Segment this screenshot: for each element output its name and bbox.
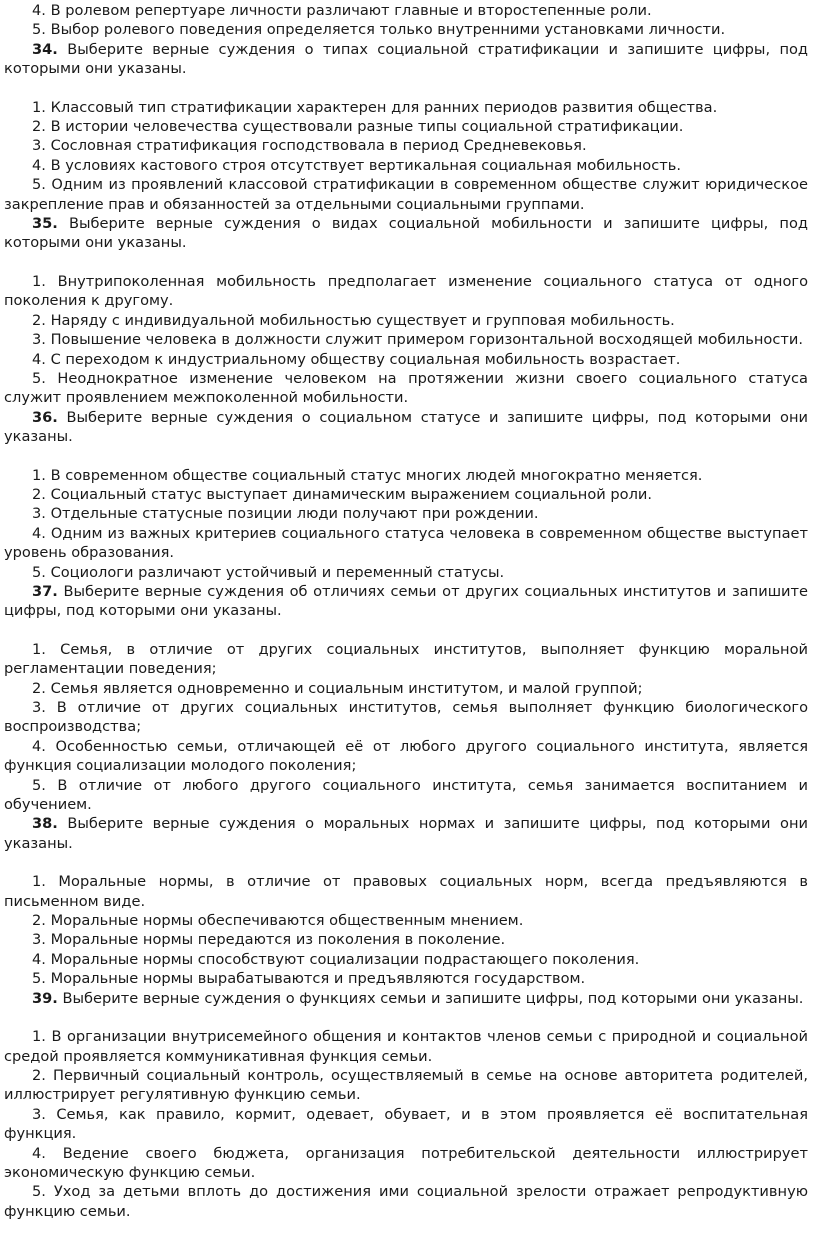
question-number: 39. [32,989,58,1007]
question-36-option: 4. Одним из важных критериев социального статуса человека в современном обществе выступает уровень образования. [4,524,808,562]
question-35-option: 2. Наряду с индивидуальной мобильностью существует и групповая мобильность. [32,311,675,329]
question-number: 36. [32,408,58,426]
question-number: 34. [32,40,58,58]
question-38-option: 2. Моральные нормы обеспечиваются общественным мнением. [32,912,524,930]
question-39-option: 2. Первичный социальный контроль, осуществляемый в семье на основе авторитета родителей, иллюстрирует регулятивную функцию семьи. [4,1066,808,1104]
question-text: Выберите верные суждения о типах социальной стратификации и запишите цифры, под которыми они указаны. [4,40,809,78]
question-34-option: 4. В условиях кастового строя отсутствует вертикальная социальная мобильность. [32,156,682,174]
question-35-option: 3. Повышение человека в должности служит примером горизонтальной восходящей мобильности. [32,331,803,349]
question-37-option: 3. В отличие от других социальных институтов, семья выполняет функцию биологического воспроизводства; [4,699,808,736]
question-36-option: 2. Социальный статус выступает динамическим выражением социальной роли. [32,485,653,503]
question-37-option: 2. Семья является одновременно и социальным институтом, и малой группой; [32,679,643,697]
question-38-option: 1. Моральные нормы, в отличие от правовых социальных норм, всегда предъявляются в письменном виде. [4,873,808,910]
question-34-option: 5. Одним из проявлений классовой стратификации в современном обществе служит юридическое закрепление прав и обязанностей за отдельными социальными группами. [4,176,808,213]
question-39-option: 5. Уход за детьми вплоть до достижения ими социальной зрелости отражает репродуктивную функцию семьи. [4,1183,808,1220]
question-36-option: 1. В современном обществе социальный статус многих людей многократно меняется. [32,466,703,484]
question-text: Выберите верные суждения о видах социальной мобильности и запишите цифры, под которыми они указаны. [4,215,808,252]
question-37-option: 1. Семья, в отличие от других социальных институтов, выполняет функцию моральной регламентации поведения; [4,640,808,678]
question-number: 37. [32,582,58,600]
question-34-option: 1. Классовый тип стратификации характерен для ранних периодов развития общества. [32,98,718,116]
question-number: 38. [32,815,58,833]
question-39-option: 1. В организации внутрисемейного общения и контактов членов семьи с природной и социальной средой проявляется коммуникативная функция семьи. [4,1028,808,1065]
question-text: Выберите верные суждения о функциях семьи и запишите цифры, под которыми они указаны. [62,989,804,1007]
question-36-option: 5. Социологи различают устойчивый и переменный статусы. [32,563,505,581]
question-text: Выберите верные суждения о моральных нормах и запишите цифры, под которыми они указаны. [4,815,808,852]
question-35-option: 5. Неоднократное изменение человеком на протяжении жизни своего социального статуса служит проявлением межпоколенной мобильности. [4,369,808,407]
question-39-option: 4. Ведение своего бюджета, организация потребительской деятельности иллюстрирует экономическую функцию семьи. [4,1144,808,1181]
question-text: Выберите верные суждения о социальном статусе и запишите цифры, под которыми они указаны. [4,408,809,446]
question-39-option: 3. Семья, как правило, кормит, одевает, обувает, и в этом проявляется её воспитательная функция. [4,1105,808,1143]
question-38-option: 4. Моральные нормы способствуют социализации подрастающего поколения. [32,950,640,968]
question-35-option: 4. С переходом к индустриальному обществу социальная мобильность возрастает. [32,350,681,368]
question-35-prompt [4,214,808,253]
question-34-option: 3. Сословная стратификация господствовала в период Средневековья. [32,137,587,155]
question-number: 35. [32,215,58,233]
question-34-option: 2. В истории человечества существовали разные типы социальной стратификации. [32,118,684,136]
question-38-option: 5. Моральные нормы вырабатываются и предъявляются государством. [32,970,586,988]
question-36-option: 3. Отдельные статусные позиции люди получают при рождении. [32,505,539,523]
question-text: Выберите верные суждения об отличиях семьи от других социальных институтов и запишите цифры, под которыми они указаны. [4,582,809,620]
question-39-prompt [4,989,808,1008]
question-38-option: 3. Моральные нормы передаются из поколения в поколение. [32,931,506,949]
question-38-prompt [4,814,808,853]
question-35-option: 1. Внутрипоколенная мобильность предполагает изменение социального статуса от одного поколения к другому. [4,272,808,310]
question-36-prompt [4,408,808,447]
question-37-option: 4. Особенностью семьи, отличающей её от любого другого социального института, является функция социализации молодого поколения; [4,737,808,775]
intro-line: 4. В ролевом репертуаре личности различают главные и второстепенные роли. [32,2,652,19]
intro-line: 5. Выбор ролевого поведения определяется только внутренними установками личности. [32,21,726,39]
question-37-prompt [4,582,808,621]
question-34-prompt [4,40,808,79]
question-37-option: 5. В отличие от любого другого социального института, семья занимается воспитанием и обучением. [4,776,808,814]
